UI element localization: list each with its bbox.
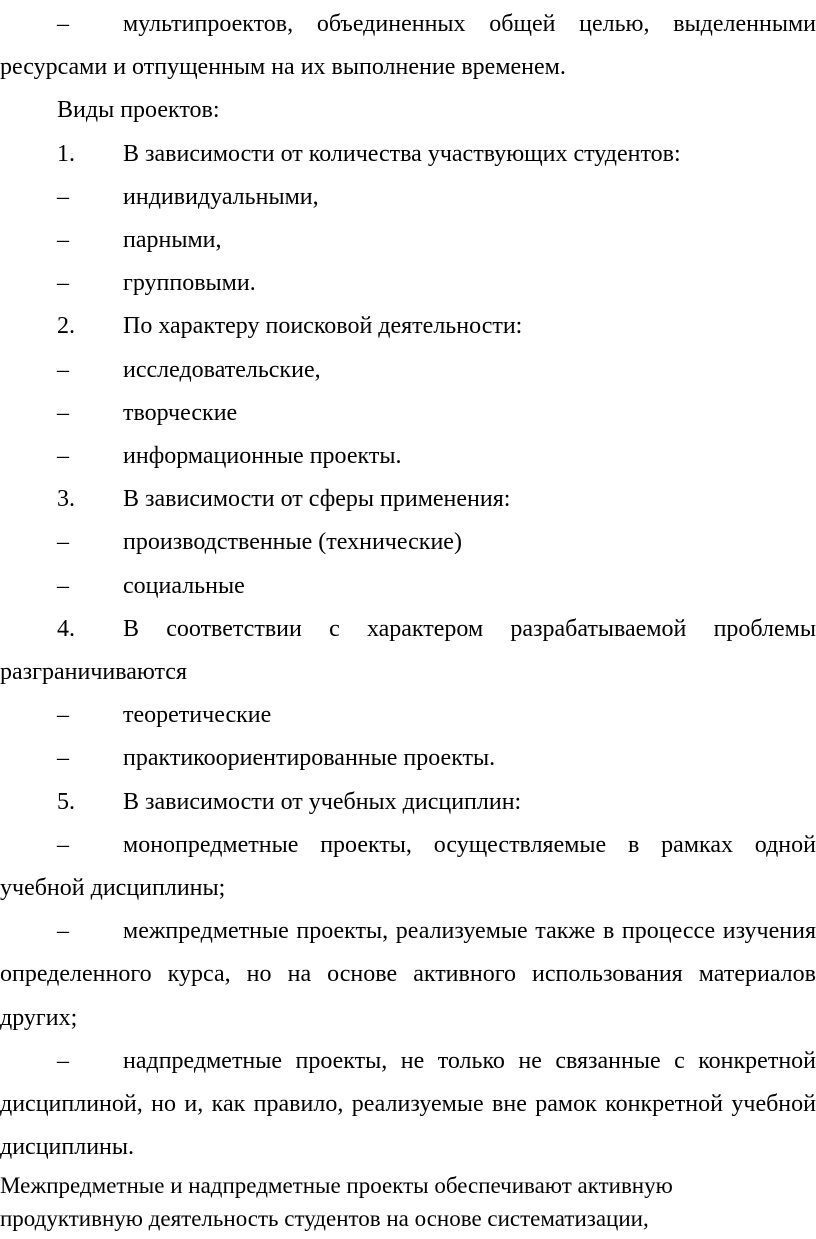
line-text: В зависимости от количества участвующих студентов: xyxy=(123,140,681,167)
paragraph-dash-item xyxy=(0,824,816,910)
text-line xyxy=(0,608,816,651)
text-line xyxy=(0,176,816,219)
paragraph-dash-item xyxy=(0,737,816,780)
paragraph-plain-tight xyxy=(0,1169,816,1235)
paragraph-numbered-item xyxy=(0,608,816,694)
line-text: социальные xyxy=(123,572,245,599)
line-text: групповыми. xyxy=(123,270,256,297)
line-text: учебной дисциплины; xyxy=(0,875,226,902)
text-line xyxy=(0,521,816,564)
text-line xyxy=(0,349,816,392)
first-line-indent xyxy=(0,808,57,809)
text-line xyxy=(0,1040,816,1083)
line-text: В зависимости от сферы применения: xyxy=(123,486,511,513)
paragraph-dash-item xyxy=(0,262,816,305)
number-marker: 3. xyxy=(57,486,75,513)
paragraph-dash-item xyxy=(0,392,816,435)
line-text: разграничиваются xyxy=(0,659,187,686)
text-line xyxy=(0,3,816,46)
first-line-indent xyxy=(0,592,57,593)
line-text: информационные проекты. xyxy=(123,443,402,470)
dash-marker: – xyxy=(57,572,69,599)
line-text: В зависимости от учебных дисциплин: xyxy=(123,788,522,815)
paragraph-dash-item xyxy=(0,910,816,1040)
dash-marker: – xyxy=(57,227,69,254)
line-text: производственные (технические) xyxy=(123,529,462,556)
paragraph-dash-item xyxy=(0,349,816,392)
text-line xyxy=(0,435,816,478)
first-line-indent xyxy=(0,203,57,204)
text-line xyxy=(0,46,816,89)
paragraph-dash-item xyxy=(0,435,816,478)
text-line xyxy=(0,997,816,1040)
first-line-indent xyxy=(0,30,57,31)
text-line xyxy=(0,1169,816,1202)
paragraph-numbered-item xyxy=(0,478,816,521)
text-line xyxy=(0,694,816,737)
first-line-indent xyxy=(0,1067,57,1068)
dash-marker: – xyxy=(57,183,69,210)
text-line xyxy=(0,565,816,608)
line-text: теоретические xyxy=(123,702,272,729)
paragraph-dash-item xyxy=(0,3,816,89)
dash-marker: – xyxy=(57,918,69,945)
line-text: определенного курса, но на основе активного использования материалов xyxy=(0,961,816,988)
line-text: межпредметные проекты, реализуемые также в процессе изучения xyxy=(123,918,816,945)
dash-marker: – xyxy=(57,831,69,858)
text-line xyxy=(0,1083,816,1126)
first-line-indent xyxy=(0,376,57,377)
text-line xyxy=(0,219,816,262)
text-line xyxy=(0,1202,816,1235)
paragraph-numbered-item xyxy=(0,305,816,348)
first-line-indent xyxy=(0,937,57,938)
first-line-indent xyxy=(0,764,57,765)
text-line xyxy=(0,133,816,176)
first-line-indent xyxy=(0,160,57,161)
dash-marker: – xyxy=(57,399,69,426)
first-line-indent xyxy=(0,116,57,117)
line-text: продуктивную деятельность студентов на основе систематизации, xyxy=(0,1206,649,1232)
text-line xyxy=(0,781,816,824)
paragraph-numbered-item xyxy=(0,133,816,176)
paragraph-dash-item xyxy=(0,694,816,737)
text-line xyxy=(0,953,816,996)
line-text: Виды проектов: xyxy=(57,97,220,124)
paragraph-numbered-item xyxy=(0,781,816,824)
paragraph-dash-item xyxy=(0,565,816,608)
line-text: дисциплины. xyxy=(0,1134,135,1161)
paragraph-plain-indent xyxy=(0,89,816,132)
first-line-indent xyxy=(0,289,57,290)
paragraph-dash-item xyxy=(0,219,816,262)
dash-marker: – xyxy=(57,702,69,729)
paragraph-dash-item xyxy=(0,1040,816,1170)
line-text: индивидуальными, xyxy=(123,183,319,210)
first-line-indent xyxy=(0,462,57,463)
line-text: дисциплиной, но и, как правило, реализуемые вне рамок конкретной учебной xyxy=(0,1091,816,1118)
line-text: практикоориентированные проекты. xyxy=(123,745,496,772)
text-line xyxy=(0,392,816,435)
paragraph-dash-item xyxy=(0,521,816,564)
dash-marker: – xyxy=(57,529,69,556)
line-text: монопредметные проекты, осуществляемые в рамках одной xyxy=(123,831,816,858)
text-line xyxy=(0,867,816,910)
text-line xyxy=(0,305,816,348)
first-line-indent xyxy=(0,505,57,506)
number-marker: 4. xyxy=(57,615,75,642)
line-text: Межпредметные и надпредметные проекты обеспечивают активную xyxy=(0,1173,673,1199)
line-text: В соответствии с характером разрабатываемой проблемы xyxy=(123,615,816,642)
text-line xyxy=(0,824,816,867)
number-marker: 5. xyxy=(57,788,75,815)
dash-marker: – xyxy=(57,270,69,297)
text-line xyxy=(0,478,816,521)
line-text: творческие xyxy=(123,399,238,426)
first-line-indent xyxy=(0,851,57,852)
line-text: надпредметные проекты, не только не связанные с конкретной xyxy=(123,1047,816,1074)
dash-marker: – xyxy=(57,11,69,37)
number-marker: 1. xyxy=(57,140,75,167)
line-text: По характеру поисковой деятельности: xyxy=(123,313,523,340)
first-line-indent xyxy=(0,419,57,420)
text-line xyxy=(0,262,816,305)
text-line xyxy=(0,737,816,780)
text-line xyxy=(0,910,816,953)
text-line xyxy=(0,89,816,132)
first-line-indent xyxy=(0,721,57,722)
first-line-indent xyxy=(0,332,57,333)
line-text: ресурсами и отпущенным на их выполнение временем. xyxy=(0,54,566,81)
dash-marker: – xyxy=(57,356,69,383)
line-text: других; xyxy=(0,1004,78,1031)
number-marker: 2. xyxy=(57,313,75,340)
text-line xyxy=(0,1126,816,1169)
paragraph-dash-item xyxy=(0,176,816,219)
first-line-indent xyxy=(0,548,57,549)
text-line xyxy=(0,651,816,694)
line-text: парными, xyxy=(123,227,222,254)
line-text: исследовательские, xyxy=(123,356,321,383)
dash-marker: – xyxy=(57,1047,69,1074)
line-text: мультипроектов, объединенных общей целью, выделенными xyxy=(123,11,816,37)
dash-marker: – xyxy=(57,443,69,470)
first-line-indent xyxy=(0,635,57,636)
first-line-indent xyxy=(0,246,57,247)
dash-marker: – xyxy=(57,745,69,772)
